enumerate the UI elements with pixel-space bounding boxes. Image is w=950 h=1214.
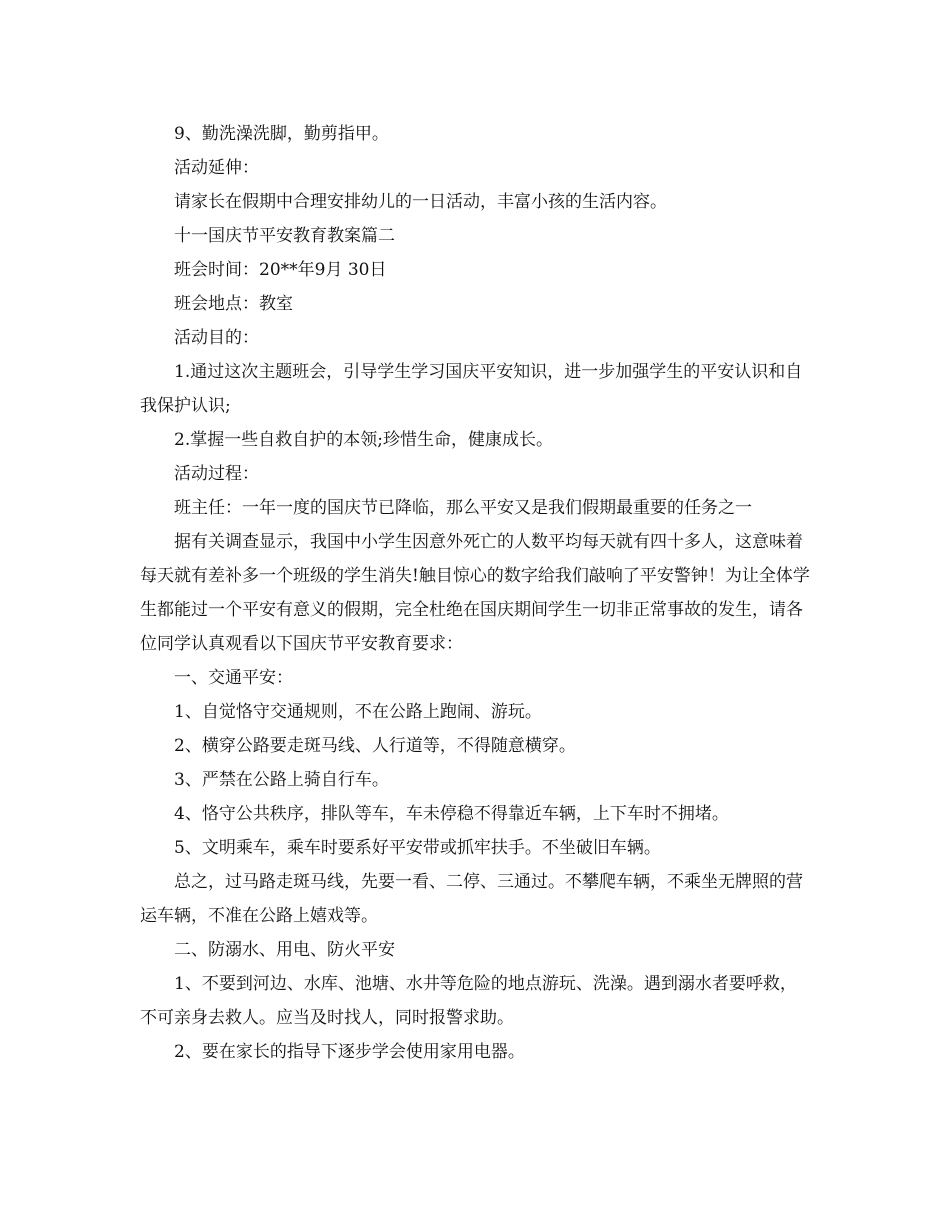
paragraph: 班主任：一年一度的国庆节已降临，那么平安又是我们假期最重要的任务之一 bbox=[174, 498, 752, 518]
paragraph: 班会地点：教室 bbox=[174, 294, 293, 314]
paragraph: 2、要在家长的指导下逐步学会使用家用电器。 bbox=[174, 1042, 525, 1062]
paragraph: 2.掌握一些自救自护的本领;珍惜生命，健康成长。 bbox=[174, 430, 553, 450]
paragraph: 请家长在假期中合理安排幼儿的一日活动，丰富小孩的生活内容。 bbox=[174, 192, 667, 212]
paragraph: 1.通过这次主题班会，引导学生学习国庆平安知识，进一步加强学生的平安认识和自我保护认识; bbox=[140, 362, 803, 416]
paragraph: 4、恪守公共秩序，排队等车，车未停稳不得靠近车辆，上下车时不拥堵。 bbox=[174, 804, 729, 824]
paragraph: 1、不要到河边、水库、池塘、水井等危险的地点游玩、洗澡。遇到溺水者要呼救，不可亲身去救人。应当及时找人，同时报警求助。 bbox=[140, 974, 797, 1028]
paragraph: 据有关调查显示，我国中小学生因意外死亡的人数平均每天就有四十多人，这意味着每天就有差补多一个班级的学生消失!触目惊心的数字给我们敲响了平安警钟！为让全体学生都能过一个平安有意义的假期，完全杜绝在国庆期间学生一切非正常事故的发生，请各位同学认真观看以下国庆节平安教育要求： bbox=[140, 532, 810, 654]
paragraph: 一、交通平安： bbox=[174, 668, 293, 688]
paragraph: 总之，过马路走斑马线，先要一看、二停、三通过。不攀爬车辆，不乘坐无牌照的营运车辆，不准在公路上嬉戏等。 bbox=[140, 872, 803, 926]
paragraph: 班会时间：20**年9月 30日 bbox=[174, 260, 387, 280]
paragraph: 活动过程： bbox=[174, 464, 259, 484]
paragraph: 5、文明乘车，乘车时要系好平安带或抓牢扶手。不坐破旧车辆。 bbox=[174, 838, 661, 858]
paragraph: 活动延伸： bbox=[174, 158, 259, 178]
section-heading: 十一国庆节平安教育教案篇二 bbox=[174, 226, 395, 246]
paragraph: 二、防溺水、用电、防火平安 bbox=[174, 940, 395, 960]
paragraph: 3、严禁在公路上骑自行车。 bbox=[174, 770, 389, 790]
paragraph: 1、自觉恪守交通规则，不在公路上跑闹、游玩。 bbox=[174, 702, 542, 722]
paragraph: 2、横穿公路要走斑马线、人行道等，不得随意横穿。 bbox=[174, 736, 576, 756]
paragraph: 活动目的： bbox=[174, 328, 259, 348]
document-body bbox=[140, 117, 810, 1069]
paragraph: 9、勤洗澡洗脚，勤剪指甲。 bbox=[174, 124, 389, 144]
